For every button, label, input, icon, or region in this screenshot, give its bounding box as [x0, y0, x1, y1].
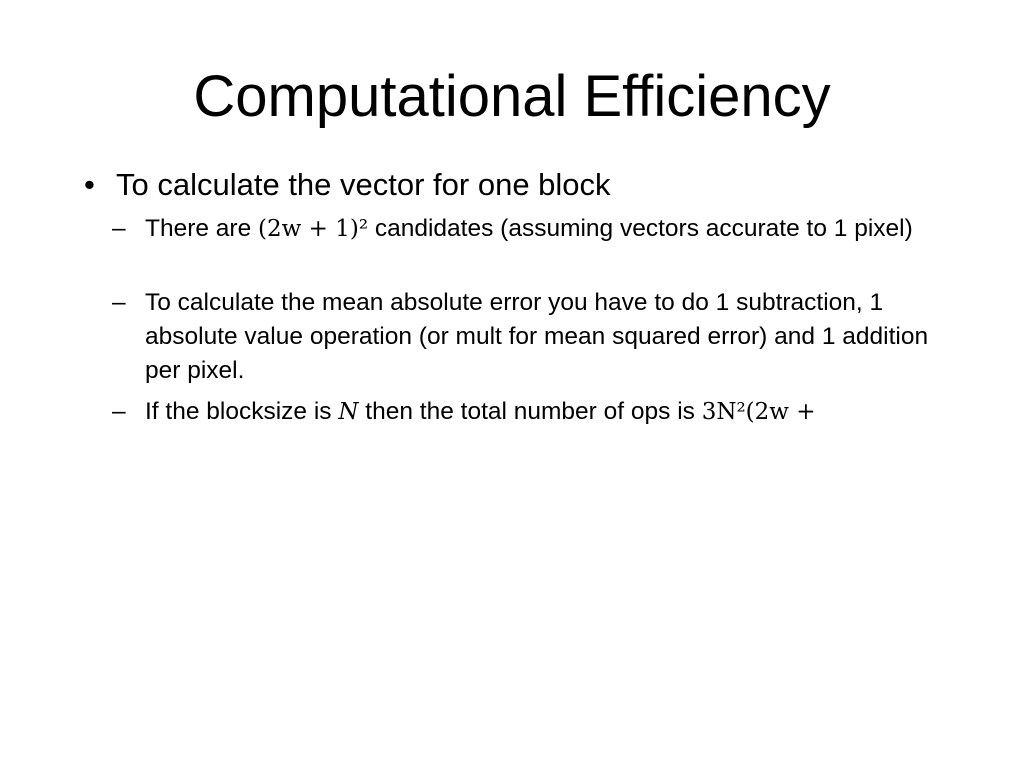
math-expression-candidates: (2w + 1)²: [258, 216, 369, 242]
subpoint-total-ops: [112, 395, 962, 429]
bullet-item: [84, 166, 964, 204]
subpoint-candidates: [112, 212, 962, 246]
subpoint-text-before: If the blocksize is: [145, 398, 339, 425]
dash-marker: –: [112, 289, 126, 316]
subpoint-text: [145, 395, 962, 429]
math-variable-n-symbol: N: [338, 399, 359, 425]
subpoint-mean-absolute-error: [112, 286, 962, 388]
subpoint-text: [145, 212, 962, 246]
bullet-marker: •: [84, 167, 95, 202]
bullet-label: To calculate the vector for one block: [116, 167, 611, 202]
math-expression-total-ops: 3N²(2w +: [701, 399, 816, 425]
bullet-text: [116, 166, 964, 204]
subpoint-text: To calculate the mean absolute error you have to do 1 subtraction, 1 absolute value operation (or mult for mean squared error) and 1 addition per pixel.: [145, 289, 929, 384]
math-variable-n: [338, 399, 358, 425]
slide-title: Computational Efficiency: [193, 64, 831, 129]
dash-marker: –: [112, 398, 126, 425]
subpoint-text-after: candidates (assuming vectors accurate to 1 pixel): [368, 215, 913, 242]
subpoint-text-before: There are: [145, 215, 259, 242]
subpoint-text-middle: then the total number of ops is: [358, 398, 702, 425]
dash-marker: –: [112, 215, 126, 242]
